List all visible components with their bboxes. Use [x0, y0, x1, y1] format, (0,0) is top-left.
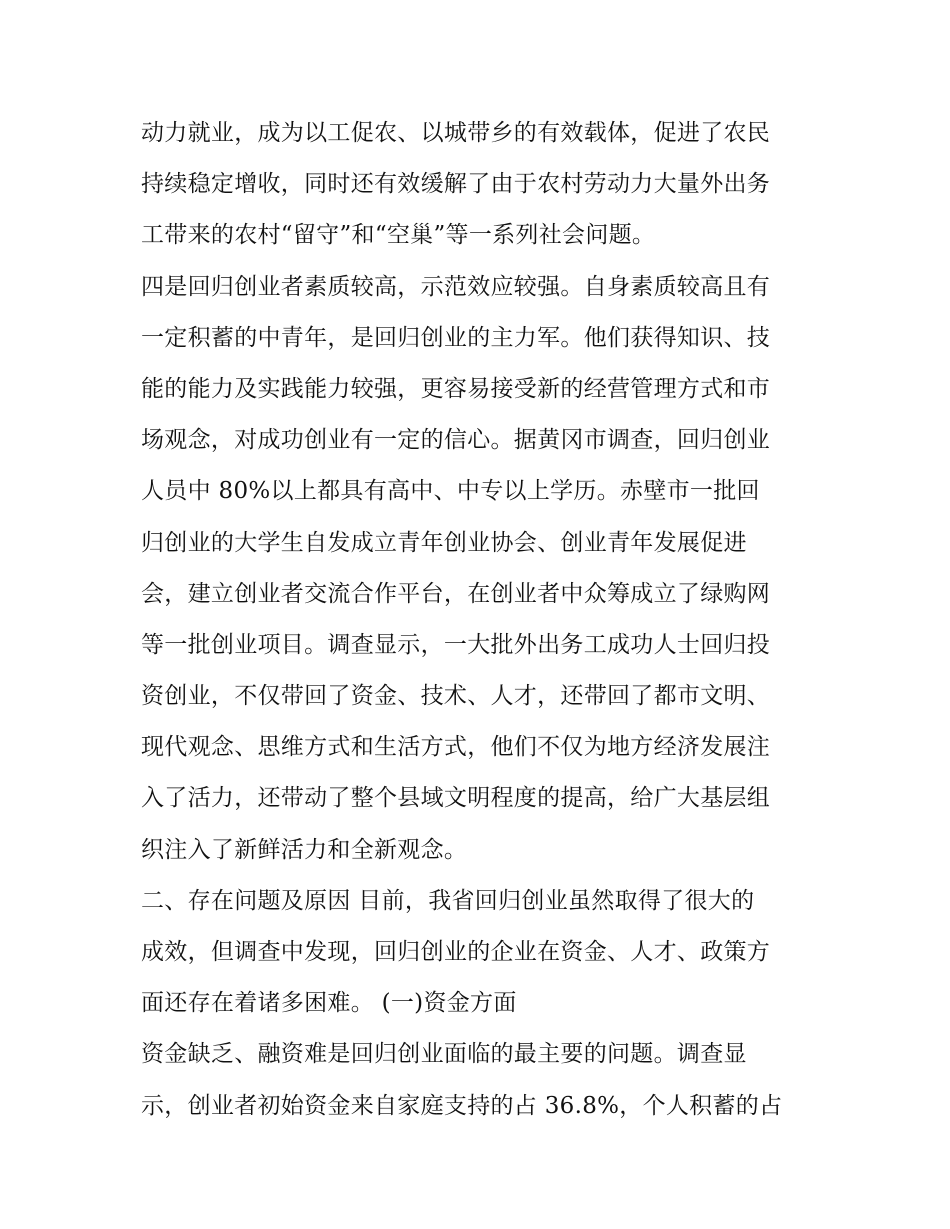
text-line: 面还存在着诸多困难。 (一)资金方面: [141, 990, 517, 1017]
text-line: 入了活力，还带动了整个县域文明程度的提高，给广大基层组: [141, 785, 771, 812]
text-line: 四是回归创业者素质较高，示范效应较强。自身素质较高且有: [141, 273, 771, 300]
text-line: 资金缺乏、融资难是回归创业面临的最主要的问题。调查显: [141, 1041, 747, 1068]
text-line: 织注入了新鲜活力和全新观念。: [141, 836, 468, 863]
text-line: 动力就业，成为以工促农、以城带乡的有效载体，促进了农民: [141, 120, 771, 146]
text-line: 归创业的大学生自发成立青年创业协会、创业青年发展促进: [141, 529, 747, 556]
text-line: 会，建立创业者交流合作平台，在创业者中众筹成立了绿购网: [141, 580, 771, 607]
text-line: 等一批创业项目。调查显示，一大批外出务工成功人士回归投: [141, 631, 771, 658]
text-line: 持续稳定增收，同时还有效缓解了由于农村劳动力大量外出务: [141, 171, 771, 198]
text-line: 工带来的农村“留守”和“空巢”等一系列社会问题。: [141, 222, 656, 249]
text-line: 示，创业者初始资金来自家庭支持的占 36.8%，个人积蓄的占: [141, 1092, 783, 1119]
section-heading-line: 二、存在问题及原因 目前，我省回归创业虽然取得了很大的: [141, 887, 755, 914]
text-line: 资创业，不仅带回了资金、技术、人才，还带回了都市文明、: [141, 683, 771, 710]
text-line: 一定积蓄的中青年，是回归创业的主力军。他们获得知识、技: [141, 324, 771, 351]
text-line: 能的能力及实践能力较强，更容易接受新的经营管理方式和市: [141, 375, 771, 402]
document-body: [141, 108, 821, 1132]
text-line: 现代观念、思维方式和生活方式，他们不仅为地方经济发展注: [141, 734, 771, 761]
text-line: 场观念，对成功创业有一定的信心。据黄冈市调查，回归创业: [141, 427, 771, 454]
text-line: 成效，但调查中发现，回归创业的企业在资金、人才、政策方: [141, 939, 771, 965]
text-line: 人员中 80%以上都具有高中、中专以上学历。赤壁市一批回: [141, 478, 760, 505]
